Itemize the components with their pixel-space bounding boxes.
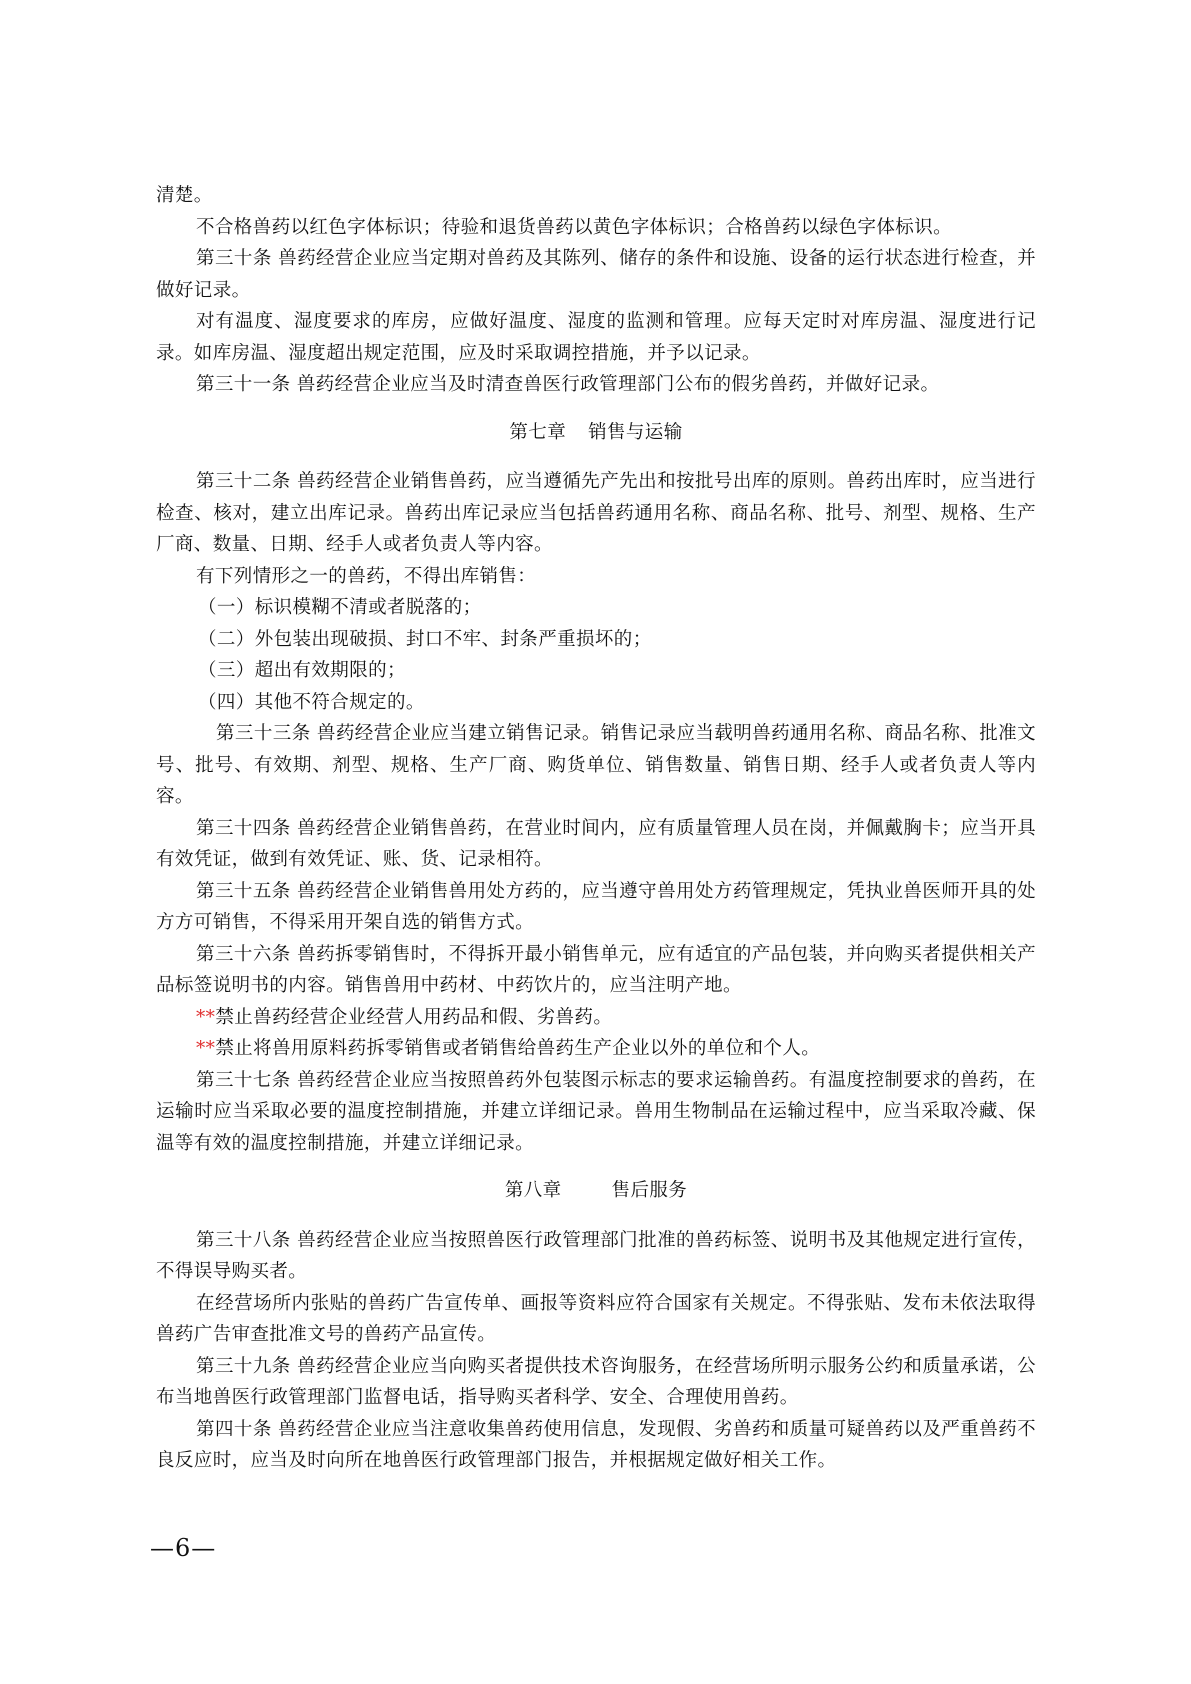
list-item: （四）其他不符合规定的。 bbox=[198, 691, 425, 713]
paragraph: 清楚。 bbox=[156, 185, 213, 206]
article-38: 第三十八条 兽药经营企业应当按照兽医行政管理部门批准的兽药标签、说明书及其他规定进行宣传，不得误导购买者。 bbox=[156, 1229, 1036, 1282]
starred-clause-text: 禁止兽药经营企业经营人用药品和假、劣兽药。 bbox=[215, 1006, 613, 1028]
page-number: —6— bbox=[150, 1534, 217, 1562]
article-30: 第三十条 兽药经营企业应当定期对兽药及其陈列、储存的条件和设施、设备的运行状态进行检查，并做好记录。 bbox=[156, 248, 1036, 301]
article-33: 第三十三条 兽药经营企业应当建立销售记录。销售记录应当载明兽药通用名称、商品名称、批准文号、批号、有效期、剂型、规格、生产厂商、购货单位、销售数量、销售日期、经手人或者负责人等内容。 bbox=[156, 723, 1036, 807]
starred-clause-text: 禁止将兽用原料药拆零销售或者销售给兽药生产企业以外的单位和个人。 bbox=[215, 1038, 821, 1059]
paragraph: 对有温度、湿度要求的库房，应做好温度、湿度的监测和管理。应每天定时对库房温、湿度进行记录。如库房温、湿度超出规定范围，应及时采取调控措施，并予以记录。 bbox=[156, 311, 1036, 364]
article-35: 第三十五条 兽药经营企业销售兽用处方药的，应当遵守兽用处方药管理规定，凭执业兽医师开具的处方方可销售，不得采用开架自选的销售方式。 bbox=[156, 880, 1036, 933]
article-39: 第三十九条 兽药经营企业应当向购买者提供技术咨询服务，在经营场所明示服务公约和质量承诺，公布当地兽医行政管理部门监督电话，指导购买者科学、安全、合理使用兽药。 bbox=[156, 1355, 1036, 1408]
paragraph: 不合格兽药以红色字体标识；待验和退货兽药以黄色字体标识；合格兽药以绿色字体标识。 bbox=[196, 216, 953, 238]
document-body bbox=[156, 180, 1036, 1477]
starred-clause bbox=[156, 1033, 1036, 1065]
article-37: 第三十七条 兽药经营企业应当按照兽药外包装图示标志的要求运输兽药。有温度控制要求的兽药，在运输时应当采取必要的温度控制措施，并建立详细记录。兽用生物制品在运输过程中，应当采取冷藏、保温等有效的温度控制措施，并建立详细记录。 bbox=[156, 1069, 1036, 1154]
star-mark: ** bbox=[196, 1038, 216, 1059]
chapter-7-heading bbox=[156, 401, 1036, 467]
list-item: （二）外包装出现破损、封口不牢、封条严重损坏的； bbox=[198, 628, 652, 650]
paragraph: 有下列情形之一的兽药，不得出库销售： bbox=[196, 565, 537, 587]
chapter-number: 第七章 bbox=[509, 421, 567, 443]
chapter-title: 售后服务 bbox=[611, 1180, 688, 1201]
paragraph: 在经营场所内张贴的兽药广告宣传单、画报等资料应符合国家有关规定。不得张贴、发布未依法取得兽药广告审查批准文号的兽药产品宣传。 bbox=[156, 1292, 1036, 1345]
article-36: 第三十六条 兽药拆零销售时，不得拆开最小销售单元，应有适宜的产品包装，并向购买者提供相关产品标签说明书的内容。销售兽用中药材、中药饮片的，应当注明产地。 bbox=[156, 943, 1036, 996]
list-item: （一）标识模糊不清或者脱落的； bbox=[198, 597, 482, 618]
article-34: 第三十四条 兽药经营企业销售兽药，在营业时间内，应有质量管理人员在岗，并佩戴胸卡；应当开具有效凭证，做到有效凭证、账、货、记录相符。 bbox=[156, 817, 1036, 870]
chapter-number: 第八章 bbox=[504, 1180, 562, 1201]
article-32: 第三十二条 兽药经营企业销售兽药，应当遵循先产先出和按批号出库的原则。兽药出库时，应当进行检查、核对，建立出库记录。兽药出库记录应当包括兽药通用名称、商品名称、批号、剂型、规格、生产厂商、数量、日期、经手人或者负责人等内容。 bbox=[156, 471, 1036, 555]
list-item: （三）超出有效期限的； bbox=[198, 660, 406, 681]
starred-clause bbox=[156, 1002, 1036, 1034]
article-31: 第三十一条 兽药经营企业应当及时清查兽医行政管理部门公布的假劣兽药，并做好记录。 bbox=[196, 374, 940, 395]
star-mark: ** bbox=[196, 1006, 216, 1028]
article-40: 第四十条 兽药经营企业应当注意收集兽药使用信息，发现假、劣兽药和质量可疑兽药以及严重兽药不良反应时，应当及时向所在地兽医行政管理部门报告，并根据规定做好相关工作。 bbox=[156, 1418, 1036, 1471]
chapter-title: 销售与运输 bbox=[588, 421, 683, 443]
chapter-8-heading bbox=[156, 1159, 1036, 1225]
